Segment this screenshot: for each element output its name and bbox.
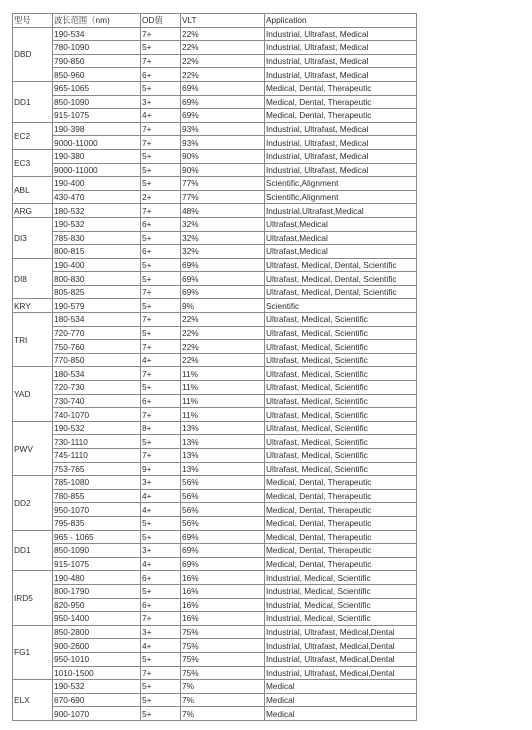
wavelength-cell: 900-1070 — [53, 707, 141, 721]
wavelength-cell: 950-1010 — [53, 652, 141, 666]
wavelength-cell: 785-1080 — [53, 476, 141, 490]
application-cell: Medical, Dental, Therapeutic — [265, 557, 417, 571]
header-row — [13, 14, 417, 28]
table-row — [13, 136, 417, 150]
vlt-cell: 32% — [181, 217, 265, 231]
table-row — [13, 394, 417, 408]
table-row — [13, 177, 417, 191]
od-cell: 4+ — [141, 353, 181, 367]
table-row — [13, 285, 417, 299]
application-cell: Ultrafast, Medical, Scientific — [265, 326, 417, 340]
application-cell: Industrial, Ultrafast, Medical — [265, 27, 417, 41]
wavelength-cell: 900-2600 — [53, 639, 141, 653]
application-cell: Ultrafast, Medical, Dental, Scientific — [265, 272, 417, 286]
application-cell: Industrial, Medical, Scientific — [265, 584, 417, 598]
od-cell: 5+ — [141, 516, 181, 530]
application-cell: Ultrafast,Medical — [265, 231, 417, 245]
table-row — [13, 190, 417, 204]
header-application: Application — [265, 14, 417, 28]
wavelength-cell: 850-1090 — [53, 544, 141, 558]
table-row — [13, 149, 417, 163]
wavelength-cell: 800-815 — [53, 245, 141, 259]
table-row — [13, 245, 417, 259]
vlt-cell: 22% — [181, 313, 265, 327]
application-cell: Medical, Dental, Therapeutic — [265, 516, 417, 530]
header-vlt: VLT — [181, 14, 265, 28]
table-row — [13, 313, 417, 327]
application-cell: Medical, Dental, Therapeutic — [265, 503, 417, 517]
vlt-cell: 48% — [181, 204, 265, 218]
vlt-cell: 56% — [181, 476, 265, 490]
table-row — [13, 503, 417, 517]
table-row — [13, 231, 417, 245]
table-row — [13, 109, 417, 123]
application-cell: Ultrafast, Medical, Scientific — [265, 381, 417, 395]
wavelength-cell: 950-1400 — [53, 612, 141, 626]
application-cell: Industrial, Ultrafast, Medical — [265, 163, 417, 177]
wavelength-cell: 850-1090 — [53, 95, 141, 109]
wavelength-cell: 800-1790 — [53, 584, 141, 598]
od-cell: 7+ — [141, 449, 181, 463]
table-row — [13, 272, 417, 286]
vlt-cell: 9% — [181, 299, 265, 313]
model-cell: DI3 — [13, 217, 53, 258]
wavelength-cell: 190-532 — [53, 217, 141, 231]
model-cell: YAD — [13, 367, 53, 421]
wavelength-cell: 745-1110 — [53, 449, 141, 463]
application-cell: Ultrafast, Medical, Scientific — [265, 340, 417, 354]
vlt-cell: 56% — [181, 489, 265, 503]
vlt-cell: 7% — [181, 680, 265, 694]
vlt-cell: 56% — [181, 503, 265, 517]
wavelength-cell: 820-950 — [53, 598, 141, 612]
vlt-cell: 75% — [181, 639, 265, 653]
wavelength-cell: 720-770 — [53, 326, 141, 340]
vlt-cell: 22% — [181, 41, 265, 55]
table-row — [13, 326, 417, 340]
application-cell: Medical, Dental, Therapeutic — [265, 476, 417, 490]
table-row — [13, 54, 417, 68]
wavelength-cell: 190-480 — [53, 571, 141, 585]
model-cell: DD1 — [13, 81, 53, 122]
table-row — [13, 612, 417, 626]
wavelength-cell: 730-1110 — [53, 435, 141, 449]
table-row — [13, 27, 417, 41]
od-cell: 6+ — [141, 68, 181, 82]
application-cell: Industrial, Ultrafast, Medical — [265, 54, 417, 68]
table-row — [13, 557, 417, 571]
table-row — [13, 122, 417, 136]
vlt-cell: 11% — [181, 381, 265, 395]
vlt-cell: 22% — [181, 353, 265, 367]
wavelength-cell: 965-1065 — [53, 81, 141, 95]
vlt-cell: 90% — [181, 149, 265, 163]
vlt-cell: 13% — [181, 435, 265, 449]
application-cell: Industrial, Ultrafast, Medical — [265, 149, 417, 163]
application-cell: Ultrafast, Medical, Scientific — [265, 394, 417, 408]
application-cell: Medical — [265, 707, 417, 721]
wavelength-cell: 740-1070 — [53, 408, 141, 422]
model-cell: ABL — [13, 177, 53, 204]
vlt-cell: 32% — [181, 231, 265, 245]
application-cell: Medical, Dental, Therapeutic — [265, 544, 417, 558]
od-cell: 7+ — [141, 408, 181, 422]
vlt-cell: 69% — [181, 557, 265, 571]
wavelength-cell: 790-850 — [53, 54, 141, 68]
wavelength-cell: 430-470 — [53, 190, 141, 204]
vlt-cell: 77% — [181, 177, 265, 191]
wavelength-cell: 753-765 — [53, 462, 141, 476]
vlt-cell: 77% — [181, 190, 265, 204]
vlt-cell: 16% — [181, 598, 265, 612]
vlt-cell: 11% — [181, 408, 265, 422]
wavelength-cell: 950-1070 — [53, 503, 141, 517]
application-cell: Ultrafast, Medical, Scientific — [265, 408, 417, 422]
model-cell: EC3 — [13, 149, 53, 176]
table-row — [13, 421, 417, 435]
application-cell: Industrial, Ultrafast, Medical — [265, 122, 417, 136]
model-cell: DBD — [13, 27, 53, 81]
application-cell: Ultrafast,Medical — [265, 245, 417, 259]
application-cell: Ultrafast, Medical, Scientific — [265, 421, 417, 435]
wavelength-cell: 190-400 — [53, 258, 141, 272]
wavelength-cell: 180-532 — [53, 204, 141, 218]
vlt-cell: 69% — [181, 285, 265, 299]
vlt-cell: 69% — [181, 530, 265, 544]
table-row — [13, 544, 417, 558]
table-row — [13, 680, 417, 694]
wavelength-cell: 190-579 — [53, 299, 141, 313]
wavelength-cell: 190-532 — [53, 421, 141, 435]
od-cell: 5+ — [141, 530, 181, 544]
od-cell: 5+ — [141, 707, 181, 721]
vlt-cell: 69% — [181, 81, 265, 95]
od-cell: 3+ — [141, 476, 181, 490]
application-cell: Ultrafast, Medical, Dental, Scientific — [265, 258, 417, 272]
table-row — [13, 666, 417, 680]
application-cell: Ultrafast, Medical, Scientific — [265, 367, 417, 381]
header-wavelength: 波长范围（nm) — [53, 14, 141, 28]
application-cell: Industrial, Medical, Scientific — [265, 612, 417, 626]
od-cell: 8+ — [141, 421, 181, 435]
application-cell: Industrial, Ultrafast, Medical — [265, 41, 417, 55]
wavelength-cell: 190-400 — [53, 177, 141, 191]
wavelength-cell: 780-855 — [53, 489, 141, 503]
vlt-cell: 13% — [181, 449, 265, 463]
vlt-cell: 11% — [181, 367, 265, 381]
od-cell: 3+ — [141, 544, 181, 558]
table-row — [13, 639, 417, 653]
od-cell: 4+ — [141, 557, 181, 571]
table-row — [13, 516, 417, 530]
wavelength-cell: 915-1075 — [53, 557, 141, 571]
application-cell: Industrial, Ultrafast, Medical — [265, 68, 417, 82]
application-cell: Industrial, Ultrafast, Medical,Dental — [265, 639, 417, 653]
vlt-cell: 69% — [181, 544, 265, 558]
model-cell: FG1 — [13, 625, 53, 679]
wavelength-cell: 785-830 — [53, 231, 141, 245]
od-cell: 5+ — [141, 299, 181, 313]
model-cell: DD1 — [13, 530, 53, 571]
od-cell: 4+ — [141, 109, 181, 123]
vlt-cell: 22% — [181, 27, 265, 41]
od-cell: 7+ — [141, 666, 181, 680]
od-cell: 5+ — [141, 680, 181, 694]
wavelength-cell: 965 - 1065 — [53, 530, 141, 544]
model-cell: IRD5 — [13, 571, 53, 625]
vlt-cell: 93% — [181, 122, 265, 136]
vlt-cell: 22% — [181, 340, 265, 354]
od-cell: 6+ — [141, 217, 181, 231]
wavelength-cell: 9000-11000 — [53, 136, 141, 150]
application-cell: Industrial, Ultrafast, Medical — [265, 136, 417, 150]
table-row — [13, 625, 417, 639]
od-cell: 5+ — [141, 652, 181, 666]
table-row — [13, 163, 417, 177]
vlt-cell: 32% — [181, 245, 265, 259]
wavelength-cell: 190-532 — [53, 680, 141, 694]
od-cell: 5+ — [141, 149, 181, 163]
application-cell: Industrial, Ultrafast, Medical,Dental — [265, 666, 417, 680]
table-row — [13, 530, 417, 544]
application-cell: Ultrafast,Medical — [265, 217, 417, 231]
od-cell: 3+ — [141, 625, 181, 639]
od-cell: 9+ — [141, 462, 181, 476]
model-cell: ELX — [13, 680, 53, 721]
od-cell: 5+ — [141, 231, 181, 245]
application-cell: Industrial, Medical, Scientific — [265, 598, 417, 612]
vlt-cell: 75% — [181, 652, 265, 666]
vlt-cell: 69% — [181, 272, 265, 286]
wavelength-cell: 190-534 — [53, 27, 141, 41]
table-row — [13, 707, 417, 721]
vlt-cell: 22% — [181, 326, 265, 340]
wavelength-cell: 190-398 — [53, 122, 141, 136]
od-cell: 5+ — [141, 258, 181, 272]
vlt-cell: 90% — [181, 163, 265, 177]
wavelength-cell: 1010-1500 — [53, 666, 141, 680]
spec-table-container — [12, 13, 417, 721]
od-cell: 4+ — [141, 503, 181, 517]
od-cell: 4+ — [141, 639, 181, 653]
table-row — [13, 367, 417, 381]
od-cell: 4+ — [141, 489, 181, 503]
application-cell: Industrial, Ultrafast, Medical,Dental — [265, 625, 417, 639]
vlt-cell: 75% — [181, 625, 265, 639]
table-row — [13, 435, 417, 449]
application-cell: Scientific,Alignment — [265, 177, 417, 191]
application-cell: Medical, Dental, Therapeutic — [265, 81, 417, 95]
od-cell: 5+ — [141, 81, 181, 95]
table-row — [13, 462, 417, 476]
application-cell: Industrial,Ultrafast,Medical — [265, 204, 417, 218]
wavelength-cell: 750-760 — [53, 340, 141, 354]
header-model: 型号 — [13, 14, 53, 28]
table-row — [13, 571, 417, 585]
od-cell: 7+ — [141, 340, 181, 354]
table-row — [13, 258, 417, 272]
vlt-cell: 11% — [181, 394, 265, 408]
vlt-cell: 69% — [181, 258, 265, 272]
application-cell: Scientific — [265, 299, 417, 313]
table-row — [13, 381, 417, 395]
application-cell: Industrial, Ultrafast, Medical,Dental — [265, 652, 417, 666]
model-cell: PWV — [13, 421, 53, 475]
wavelength-cell: 805-825 — [53, 285, 141, 299]
application-cell: Ultrafast, Medical, Dental, Scientific — [265, 285, 417, 299]
application-cell: Medical — [265, 693, 417, 707]
od-cell: 7+ — [141, 204, 181, 218]
model-cell: ARG — [13, 204, 53, 218]
wavelength-cell: 850-960 — [53, 68, 141, 82]
od-cell: 6+ — [141, 394, 181, 408]
application-cell: Medical, Dental, Therapeutic — [265, 109, 417, 123]
table-row — [13, 693, 417, 707]
model-cell: TRI — [13, 313, 53, 367]
application-cell: Ultrafast, Medical, Scientific — [265, 462, 417, 476]
wavelength-cell: 180-534 — [53, 313, 141, 327]
table-row — [13, 584, 417, 598]
table-row — [13, 204, 417, 218]
od-cell: 5+ — [141, 435, 181, 449]
table-row — [13, 41, 417, 55]
model-cell: KRY — [13, 299, 53, 313]
od-cell: 5+ — [141, 177, 181, 191]
od-cell: 3+ — [141, 95, 181, 109]
application-cell: Medical, Dental, Therapeutic — [265, 95, 417, 109]
vlt-cell: 7% — [181, 707, 265, 721]
wavelength-cell: 800-830 — [53, 272, 141, 286]
od-cell: 5+ — [141, 584, 181, 598]
wavelength-cell: 730-740 — [53, 394, 141, 408]
od-cell: 7+ — [141, 27, 181, 41]
application-cell: Scientific,Alignment — [265, 190, 417, 204]
vlt-cell: 22% — [181, 54, 265, 68]
application-cell: Ultrafast, Medical, Scientific — [265, 353, 417, 367]
table-row — [13, 489, 417, 503]
od-cell: 6+ — [141, 245, 181, 259]
table-row — [13, 217, 417, 231]
od-cell: 2+ — [141, 190, 181, 204]
application-cell: Ultrafast, Medical, Scientific — [265, 313, 417, 327]
table-row — [13, 299, 417, 313]
vlt-cell: 13% — [181, 462, 265, 476]
vlt-cell: 69% — [181, 109, 265, 123]
wavelength-cell: 720-730 — [53, 381, 141, 395]
application-cell: Ultrafast, Medical, Scientific — [265, 449, 417, 463]
table-row — [13, 340, 417, 354]
od-cell: 7+ — [141, 367, 181, 381]
wavelength-cell: 670-690 — [53, 693, 141, 707]
table-row — [13, 476, 417, 490]
wavelength-cell: 770-850 — [53, 353, 141, 367]
wavelength-cell: 190-380 — [53, 149, 141, 163]
application-cell: Medical, Dental, Therapeutic — [265, 530, 417, 544]
vlt-cell: 7% — [181, 693, 265, 707]
od-cell: 7+ — [141, 313, 181, 327]
od-cell: 7+ — [141, 122, 181, 136]
wavelength-cell: 915-1075 — [53, 109, 141, 123]
header-od: OD值 — [141, 14, 181, 28]
table-row — [13, 449, 417, 463]
wavelength-cell: 795-835 — [53, 516, 141, 530]
vlt-cell: 16% — [181, 571, 265, 585]
vlt-cell: 16% — [181, 612, 265, 626]
od-cell: 7+ — [141, 285, 181, 299]
vlt-cell: 16% — [181, 584, 265, 598]
application-cell: Medical, Dental, Therapeutic — [265, 489, 417, 503]
od-cell: 5+ — [141, 693, 181, 707]
table-row — [13, 81, 417, 95]
wavelength-cell: 9000-11000 — [53, 163, 141, 177]
od-cell: 5+ — [141, 326, 181, 340]
od-cell: 7+ — [141, 612, 181, 626]
application-cell: Medical — [265, 680, 417, 694]
model-cell: EC2 — [13, 122, 53, 149]
model-cell: DI8 — [13, 258, 53, 299]
spec-table-body — [13, 27, 417, 720]
wavelength-cell: 780-1090 — [53, 41, 141, 55]
od-cell: 5+ — [141, 41, 181, 55]
vlt-cell: 56% — [181, 516, 265, 530]
table-row — [13, 353, 417, 367]
vlt-cell: 13% — [181, 421, 265, 435]
vlt-cell: 69% — [181, 95, 265, 109]
od-cell: 6+ — [141, 571, 181, 585]
application-cell: Ultrafast, Medical, Scientific — [265, 435, 417, 449]
vlt-cell: 22% — [181, 68, 265, 82]
model-cell: DD2 — [13, 476, 53, 530]
wavelength-cell: 180-534 — [53, 367, 141, 381]
vlt-cell: 75% — [181, 666, 265, 680]
table-row — [13, 68, 417, 82]
table-row — [13, 95, 417, 109]
laser-filter-spec-table — [12, 13, 417, 721]
table-row — [13, 408, 417, 422]
od-cell: 5+ — [141, 381, 181, 395]
od-cell: 7+ — [141, 136, 181, 150]
wavelength-cell: 850-2800 — [53, 625, 141, 639]
table-row — [13, 652, 417, 666]
od-cell: 5+ — [141, 163, 181, 177]
vlt-cell: 93% — [181, 136, 265, 150]
od-cell: 6+ — [141, 598, 181, 612]
od-cell: 5+ — [141, 272, 181, 286]
application-cell: Industrial, Medical, Scientific — [265, 571, 417, 585]
od-cell: 7+ — [141, 54, 181, 68]
table-row — [13, 598, 417, 612]
